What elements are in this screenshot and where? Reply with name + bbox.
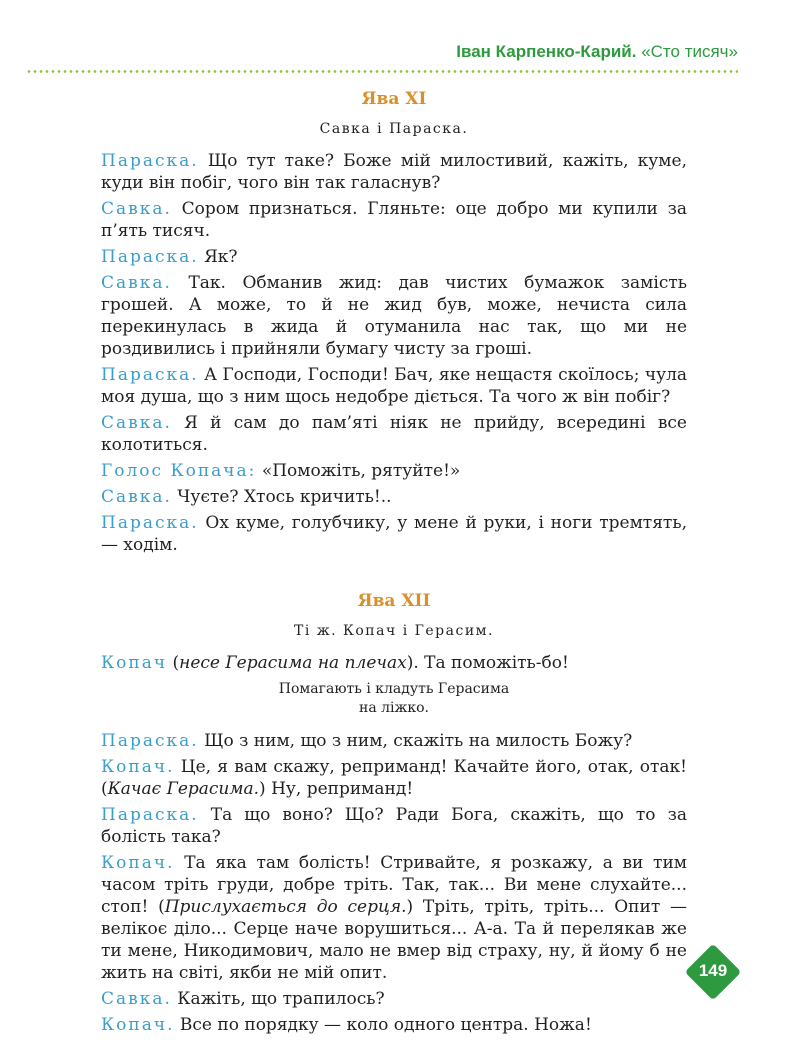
line-text: Тріть, тріть, тріть... Опит — велікоє діло... Серце наче ворушиться... А-а. Та й перелякав же ти мене, Никодимович, мало не вмер від страху, ну, й йому б не жить на світі, якби не мій опит. — [101, 897, 687, 983]
speaker-name: Савка. — [101, 199, 172, 219]
running-header — [456, 42, 738, 62]
scene-12-cast: Ті ж. Копач і Герасим. — [294, 623, 494, 639]
line-text: Що тут таке? Боже мій милостивий, кажіть, куме, куди він побіг, чого він так галаснув? — [101, 151, 687, 193]
dotted-divider — [26, 70, 738, 73]
speaker-name: Голос Копача: — [101, 461, 257, 481]
line-text: Та яка там болість! Стривайте, я розкажу, а ви тим часом тріть груди, добре тріть. Так, так... Ви мене слухайте... стоп! — [101, 853, 687, 917]
line-text: Та поможіть-бо! — [424, 653, 569, 673]
speaker-name: Копач — [101, 653, 168, 673]
header-work: «Сто тисяч» — [641, 42, 738, 61]
dialogue-line — [101, 1014, 687, 1036]
page-number: 149 — [698, 961, 728, 980]
line-text: Так. Обманив жид: дав чистих бумажок замість грошей. А може, то й не жид був, може, нечиста сила перекинулась в жида й отуманила нас так, що ми не роздивились і прийняли бумагу чисту за гроші. — [101, 273, 687, 359]
stage-direction-line-2: на ліжко. — [358, 700, 429, 716]
line-text: Чуєте? Хтось кричить!.. — [177, 487, 392, 507]
dialogue-line — [101, 364, 687, 408]
speaker-name: Параска. — [101, 365, 199, 385]
line-text: А Господи, Господи! Бач, яке нещастя скоїлось; чула моя душа, що з ним щось недобре діється. Та чого ж він побіг? — [101, 365, 688, 407]
speaker-name: Копач. — [101, 757, 175, 777]
stage-direction: Качає Герасима. — [107, 779, 260, 799]
speaker-name: Параска. — [101, 513, 199, 533]
line-text: «Поможіть, рятуйте!» — [261, 461, 461, 481]
dialogue-line — [101, 198, 687, 242]
line-text: Це, я вам скажу, реприманд! Качайте його, отак, отак! — [180, 757, 688, 777]
speaker-name: Копач. — [101, 1015, 175, 1035]
dialogue-line — [101, 246, 687, 268]
dialogue-line: Копач (несе Герасима на плечах). Та поможіть-бо! — [101, 653, 569, 673]
dialogue-line — [101, 272, 687, 360]
stage-direction-line-1: Помагають і кладуть Герасима — [278, 681, 510, 697]
page-content — [101, 88, 687, 1040]
speaker-name: Савка. — [101, 273, 172, 293]
speaker-name: Савка. — [101, 487, 172, 507]
line-text: Та що воно? Що? Ради Бога, скажіть, що то за болість така? — [101, 805, 688, 847]
stage-direction: несе Герасима на плечах — [179, 653, 407, 673]
dialogue-line — [101, 804, 687, 848]
line-text: Ну, репримaнд! — [271, 779, 414, 799]
scene-11-dialogue — [101, 150, 687, 556]
page-number-badge — [687, 946, 739, 998]
stage-direction: Прислухається до серця. — [164, 897, 407, 917]
dialogue-line: Копач. Це, я вам скажу, реприманд! Качайте його, отак, отак! (Качає Герасима.) Ну, репримaнд! — [101, 757, 688, 799]
line-text: Кажіть, що трапилось? — [177, 989, 385, 1009]
scene-11-cast: Савка і Параска. — [319, 121, 469, 137]
speaker-name: Савка. — [101, 413, 172, 433]
dialogue-line: Копач. Та яка там болість! Стривайте, я розкажу, а ви тим часом тріть груди, добре тріть. Так, так... Ви мене слухайте... стоп! (Прислухається до серця.) Тріть, тріть, тріть... Опит — велікоє діло... Серце наче ворушиться... А-а. Та й перелякав же ти мене, Никодимович, мало не вмер від страху, ну, й йому б не жить на світі, якби не мій опит. — [101, 853, 687, 983]
speaker-name: Параска. — [101, 731, 199, 751]
dialogue-line — [101, 486, 687, 508]
stage-direction-block — [101, 680, 687, 718]
scene-12-title: Ява XII — [357, 591, 431, 611]
speaker-name: Параска. — [101, 151, 199, 171]
header-author: Іван Карпенко-Карий. — [456, 42, 637, 61]
line-text: Все по порядку — коло одного центра. Ножа! — [179, 1015, 592, 1035]
line-text: Що з ним, що з ним, скажіть на милость Божу? — [204, 731, 633, 751]
line-text: Я й сам до пам’яті ніяк не прийду, всередині все колотиться. — [101, 413, 687, 455]
speaker-name: Савка. — [101, 989, 172, 1009]
speaker-name: Параска. — [101, 247, 199, 267]
line-text: Як? — [204, 247, 238, 267]
scene-11-title: Ява XI — [361, 89, 427, 109]
dialogue-line — [101, 512, 687, 556]
dialogue-line — [101, 412, 687, 456]
speaker-name: Копач. — [101, 853, 175, 873]
line-text: Ох куме, голубчику, у мене й руки, і ноги тремтять, — ходім. — [101, 513, 687, 555]
dialogue-line — [101, 460, 687, 482]
speaker-name: Параска. — [101, 805, 199, 825]
dialogue-line — [101, 150, 687, 194]
dialogue-line — [101, 730, 687, 752]
line-text: Сором признаться. Гляньте: оце добро ми купили за п’ять тисяч. — [101, 199, 687, 241]
dialogue-line — [101, 988, 687, 1010]
